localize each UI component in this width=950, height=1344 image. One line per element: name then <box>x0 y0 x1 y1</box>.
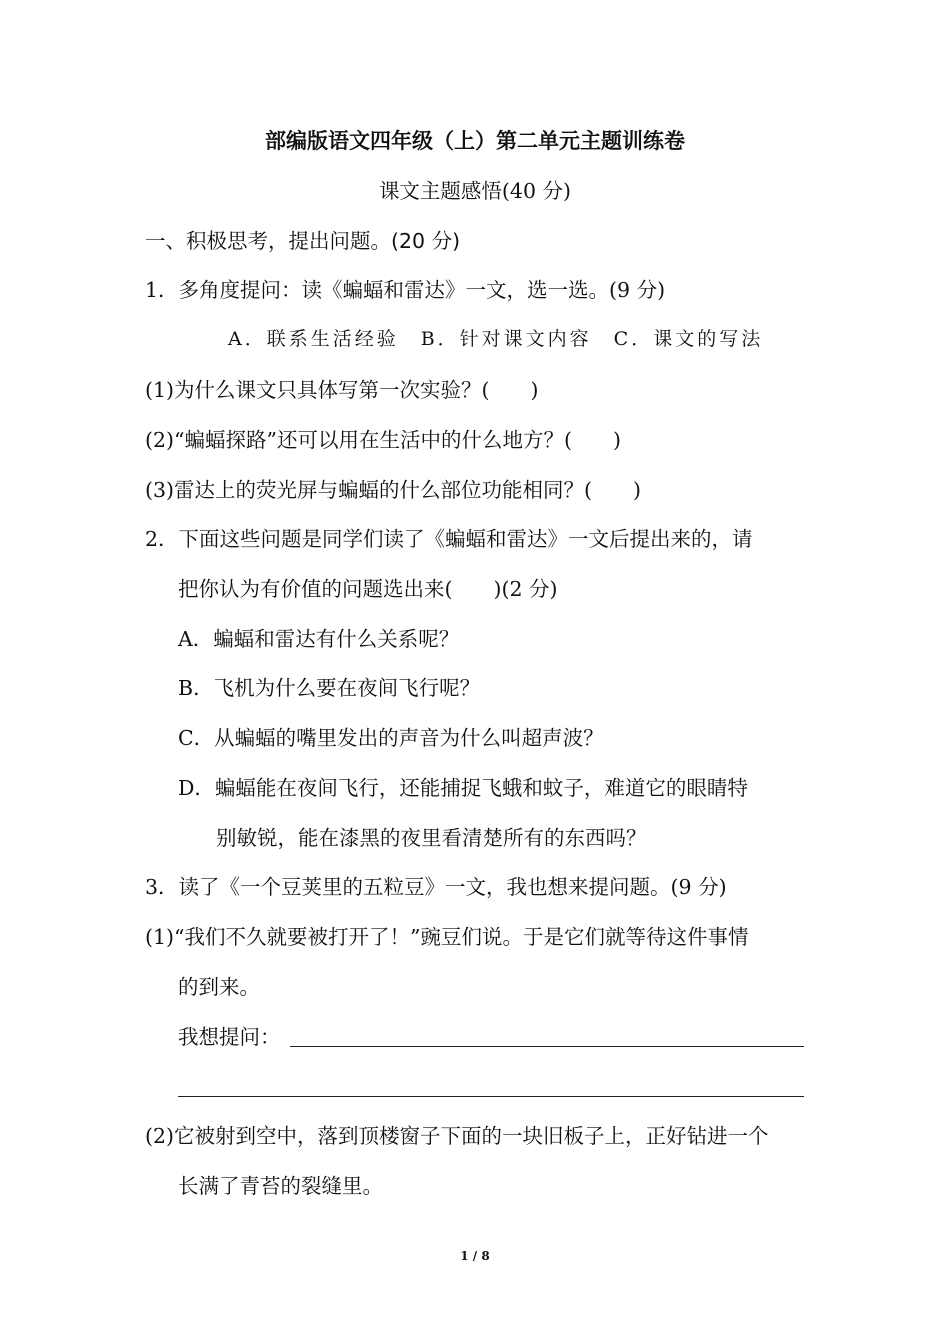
question-2-choice-d-cont: 别敏锐，能在漆黑的夜里看清楚所有的东西吗？ <box>216 826 647 850</box>
question-2-choice-a: A．蝙蝠和雷达有什么关系呢？ <box>178 627 460 651</box>
question-2-choice-c: C．从蝙蝠的嘴里发出的声音为什么叫超声波？ <box>178 726 604 750</box>
section-subtitle: 课文主题感悟(40 分) <box>378 179 572 203</box>
page-title: 部编版语文四年级（上）第二单元主题训练卷 <box>265 129 685 153</box>
question-3-sub1-cont: 的到来。 <box>178 975 260 999</box>
answer-line[interactable] <box>290 1046 804 1047</box>
question-1-item: (2)“蝙蝠探路”还可以用在生活中的什么地方？( ) <box>145 428 621 452</box>
page-number: 1 / 8 <box>460 1249 490 1263</box>
question-2-stem-cont: 把你认为有价值的问题选出来( )(2 分) <box>178 577 558 601</box>
question-2-choice-b: B．飞机为什么要在夜间飞行呢？ <box>178 676 481 700</box>
question-2-choice-d: D．蝙蝠能在夜间飞行，还能捕捉飞蛾和蚊子，难道它的眼睛特 <box>178 776 748 800</box>
question-3-sub1: (1)“我们不久就要被打开了！”豌豆们说。于是它们就等待这件事情 <box>145 925 749 949</box>
question-3-stem: 3．读了《一个豆荚里的五粒豆》一文，我也想来提问题。(9 分) <box>145 875 727 899</box>
question-1-options: A．联系生活经验 B．针对课文内容 C．课文的写法 <box>228 328 764 350</box>
question-3-sub2-cont: 长满了青苔的裂缝里。 <box>178 1174 383 1198</box>
question-prompt-label: 我想提问： <box>178 1025 281 1049</box>
section-heading-1: 一、积极思考，提出问题。(20 分) <box>145 229 461 253</box>
question-1-item: (3)雷达上的荧光屏与蝙蝠的什么部位功能相同？( ) <box>145 478 642 502</box>
answer-line[interactable] <box>178 1096 804 1097</box>
question-1-item: (1)为什么课文只具体写第一次实验？( ) <box>145 378 539 402</box>
question-1-stem: 1．多角度提问：读《蝙蝠和雷达》一文，选一选。(9 分) <box>145 278 666 302</box>
question-3-sub2: (2)它被射到空中，落到顶楼窗子下面的一块旧板子上，正好钻进一个 <box>145 1124 769 1148</box>
question-2-stem: 2．下面这些问题是同学们读了《蝙蝠和雷达》一文后提出来的，请 <box>145 527 753 551</box>
